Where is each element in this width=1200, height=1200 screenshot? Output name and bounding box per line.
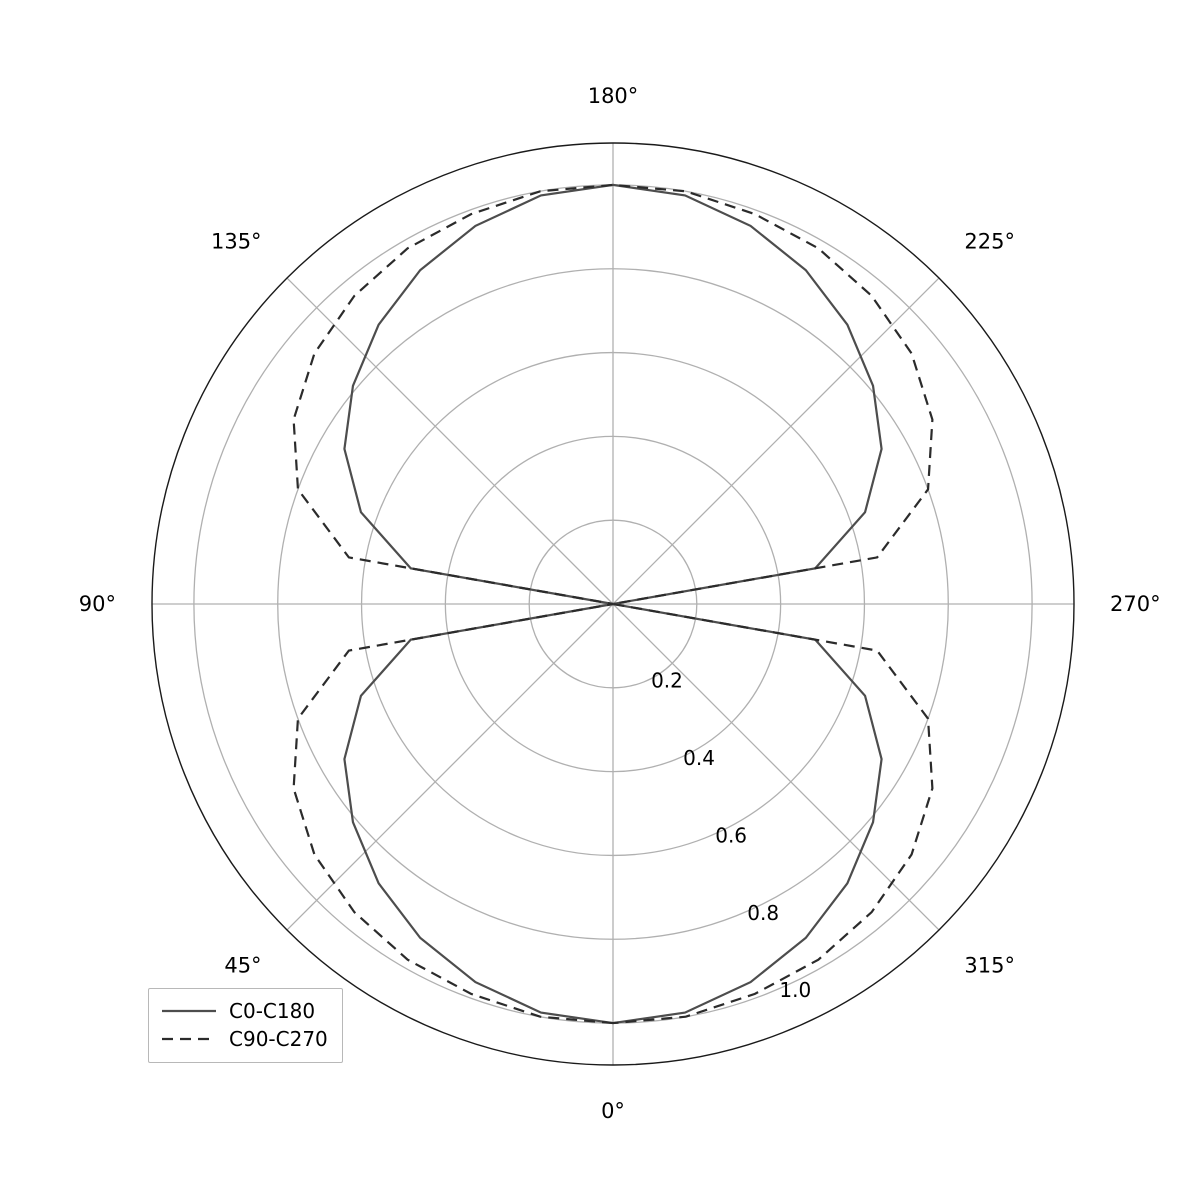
angular-tick-label: 180° (587, 84, 639, 108)
angular-tick-label: 45° (224, 953, 262, 978)
angular-tick-label: 90° (78, 592, 116, 616)
legend-label-c0-c180: C0-C180 (229, 999, 316, 1023)
angular-gridline (613, 604, 939, 930)
angular-tick-label: 135° (210, 229, 262, 254)
radial-tick-label: 0.6 (715, 823, 748, 848)
legend-line-dashed-icon (161, 1032, 217, 1046)
angular-tick-label: 270° (1110, 592, 1161, 616)
angular-tick-label: 315° (964, 953, 1016, 978)
radial-tick-label: 0.4 (683, 745, 715, 770)
radial-tick-label: 1.0 (779, 978, 812, 1003)
legend-item (161, 1025, 328, 1053)
angular-gridline (287, 604, 613, 930)
chart-legend (148, 988, 343, 1063)
legend-item (161, 997, 328, 1025)
radial-tick-label: 0.2 (651, 668, 683, 693)
angular-tick-label: 0° (601, 1099, 625, 1123)
angular-gridline (613, 278, 939, 604)
legend-line-solid-icon (161, 1004, 217, 1018)
legend-label-c90-c270: C90-C270 (229, 1027, 328, 1051)
angular-gridline (287, 278, 613, 604)
angular-tick-label: 225° (964, 229, 1016, 254)
radial-tick-label: 0.8 (747, 900, 780, 925)
